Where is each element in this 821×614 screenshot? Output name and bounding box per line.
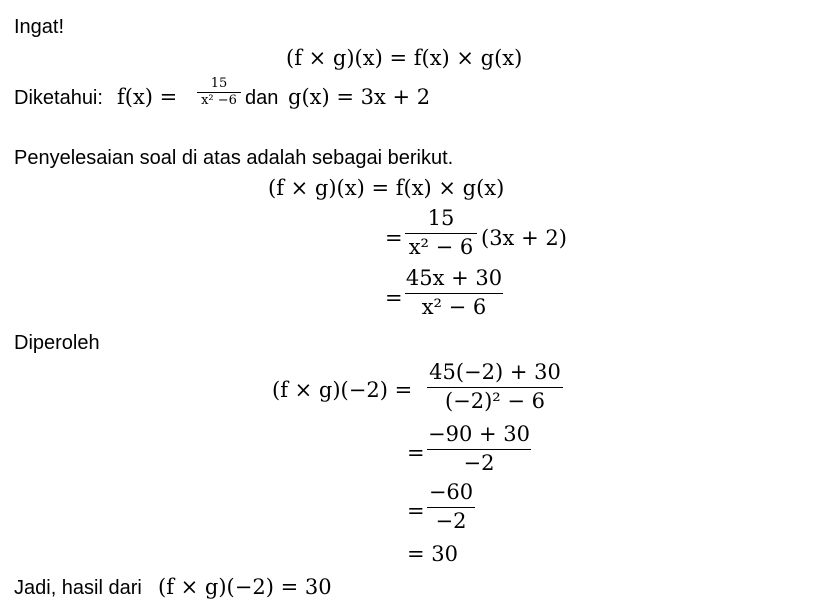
f-denominator: x² −6	[201, 93, 237, 108]
f-definition-fraction	[197, 77, 241, 107]
given-label: Diketahui:	[14, 87, 103, 109]
intro-label: Ingat!	[14, 16, 65, 38]
solution-fraction-2-numerator: 15	[427, 206, 455, 230]
obtained-eq-3: =	[407, 499, 425, 523]
obtained-fraction-3-denominator: −2	[435, 509, 467, 533]
f-definition-lhs: f(x) =	[117, 85, 178, 109]
obtained-fraction-1-numerator: 45(−2) + 30	[429, 360, 561, 384]
conclusion-expression: (f × g)(−2) = 30	[158, 575, 332, 599]
fraction-bar	[427, 507, 475, 508]
obtained-eq-2: =	[407, 441, 425, 465]
solution-fraction-3	[405, 268, 503, 318]
obtained-fraction-2-numerator: −90 + 30	[428, 422, 530, 446]
solution-line-1: (f × g)(x) = f(x) × g(x)	[268, 176, 505, 200]
obtained-fraction-2	[427, 424, 531, 474]
solution-line-2-factor: (3x + 2)	[481, 226, 567, 250]
f-numerator: 15	[210, 76, 228, 91]
given-connector: dan	[245, 87, 279, 109]
obtained-result: = 30	[407, 542, 458, 566]
solution-fraction-3-numerator: 45x + 30	[405, 266, 503, 290]
obtained-fraction-1-denominator: (−2)² − 6	[444, 389, 546, 413]
fraction-bar	[405, 293, 503, 294]
rule-formula: (f × g)(x) = f(x) × g(x)	[286, 46, 523, 70]
obtained-lhs: (f × g)(−2) =	[272, 378, 413, 402]
solution-label: Penyelesaian soal di atas adalah sebagai berikut.	[14, 147, 454, 169]
fraction-bar	[427, 449, 531, 450]
obtained-fraction-2-denominator: −2	[463, 451, 495, 475]
conclusion-label: Jadi, hasil dari	[14, 577, 142, 599]
obtained-fraction-1	[427, 362, 563, 412]
fraction-bar	[427, 387, 563, 388]
obtained-fraction-3	[427, 482, 475, 532]
obtained-label: Diperoleh	[14, 332, 100, 354]
solution-eq-2: =	[385, 226, 403, 250]
solution-eq-3: =	[385, 286, 403, 310]
obtained-fraction-3-numerator: −60	[428, 480, 474, 504]
fraction-bar	[405, 233, 477, 234]
solution-fraction-2-denominator: x² − 6	[408, 235, 474, 259]
g-definition: g(x) = 3x + 2	[288, 85, 431, 109]
solution-fraction-3-denominator: x² − 6	[421, 295, 487, 319]
solution-fraction-2	[405, 208, 477, 258]
